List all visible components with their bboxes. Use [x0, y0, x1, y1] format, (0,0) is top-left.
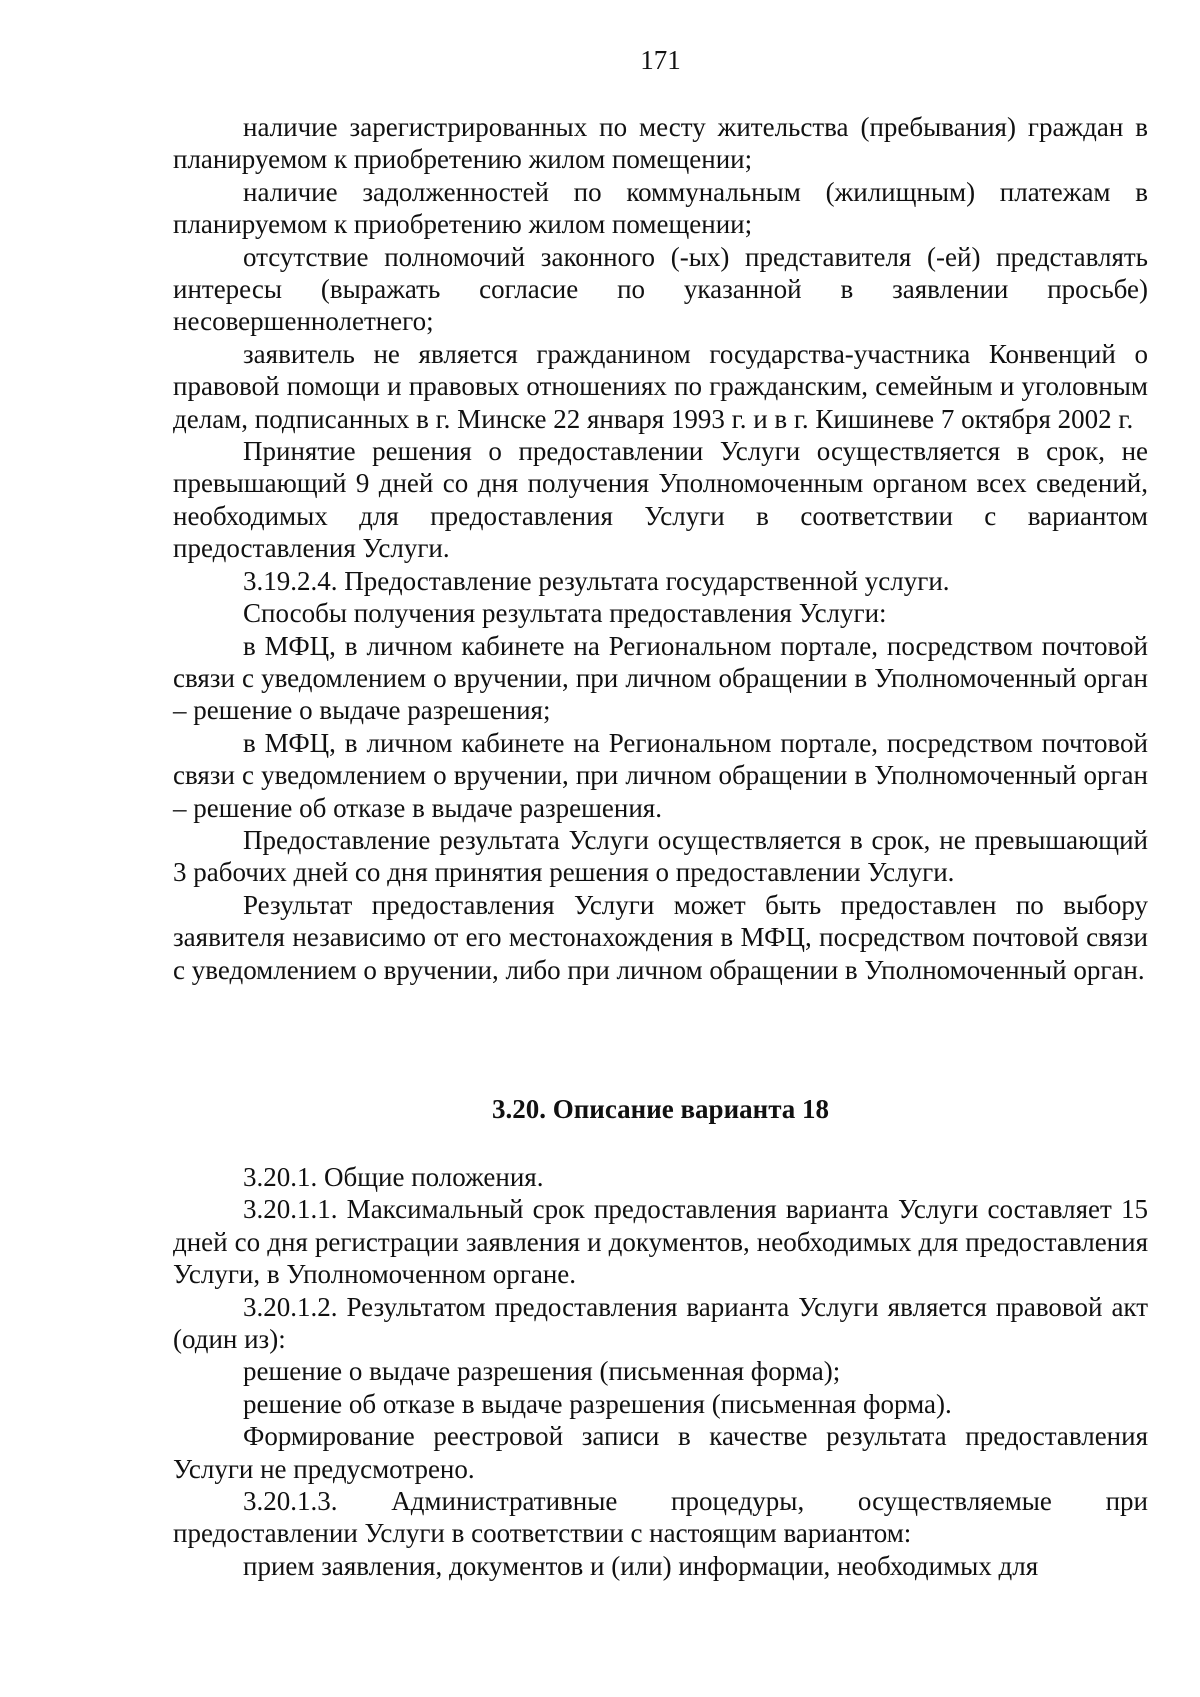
paragraph: 3.20.1. Общие положения. [243, 1162, 544, 1192]
paragraph: Результат предоставления Услуги может быть предоставлен по выбору заявителя независимо от его местонахождения в МФЦ, посредством почтовой связи с уведомлением о вручении, либо при личном обращении в Уполномоченный орган. [173, 889, 1148, 985]
paragraph: 3.20.1.2. Результатом предоставления варианта Услуги является правовой акт (один из): [173, 1291, 1148, 1355]
paragraph: наличие задолженностей по коммунальным (жилищным) платежам в планируемом к приобретению жилом помещении; [173, 176, 1148, 240]
paragraph: 3.19.2.4. Предоставление результата государственной услуги. [243, 565, 950, 596]
paragraph: решение об отказе в выдаче разрешения (письменная форма). [243, 1388, 952, 1419]
paragraph: заявитель не является гражданином государства-участника Конвенций о правовой помощи и правовых отношениях по гражданским, семейным и уголовным делам, подписанных в г. Минске 22 января 1993 г. и в г. Кишиневе 7 октября 2002 г. [173, 338, 1148, 434]
document-page [173, 0, 1148, 1697]
paragraph: 3.20.1.3. Административные процедуры, осуществляемые при предоставлении Услуги в соответствии с настоящим вариантом: [173, 1486, 1148, 1549]
text-block-bottom [173, 1161, 1148, 1582]
section-heading: 3.20. Описание варианта 18 [491, 1094, 830, 1124]
paragraph: Способы получения результата предоставления Услуги: [243, 598, 887, 629]
paragraph: в МФЦ, в личном кабинете на Региональном портале, посредством почтовой связи с уведомлением о вручении, при личном обращении в Уполномоченный орган – решение о выдаче разрешения; [173, 630, 1148, 726]
text-block-top [173, 111, 1148, 986]
paragraph: Формирование реестровой записи в качестве результата предоставления Услуги не предусмотрено. [173, 1421, 1148, 1484]
paragraph: 3.20.1.1. Максимальный срок предоставления варианта Услуги составляет 15 дней со дня регистрации заявления и документов, необходимых для предоставления Услуги, в Уполномоченном органе. [173, 1194, 1148, 1290]
paragraph: в МФЦ, в личном кабинете на Региональном портале, посредством почтовой связи с уведомлением о вручении, при личном обращении в Уполномоченный орган – решение об отказе в выдаче разрешения. [173, 727, 1148, 823]
paragraph: Принятие решения о предоставлении Услуги осуществляется в срок, не превышающий 9 дней со дня получения Уполномоченным органом всех сведений, необходимых для предоставления Услуги в соответствии с вариантом предоставления Услуги. [173, 436, 1148, 564]
paragraph: прием заявления, документов и (или) информации, необходимых для [243, 1550, 1039, 1581]
page-number: 171 [640, 45, 681, 75]
paragraph: Предоставление результата Услуги осуществляется в срок, не превышающий 3 рабочих дней со дня принятия решения о предоставлении Услуги. [173, 824, 1148, 888]
paragraph: решение о выдаче разрешения (письменная форма); [243, 1356, 841, 1387]
paragraph: отсутствие полномочий законного (-ых) представителя (-ей) представлять интересы (выражать согласие по указанной в заявлении просьбе) несовершеннолетнего; [173, 241, 1148, 337]
paragraph: наличие зарегистрированных по месту жительства (пребывания) граждан в планируемом к приобретению жилом помещении; [173, 112, 1148, 175]
